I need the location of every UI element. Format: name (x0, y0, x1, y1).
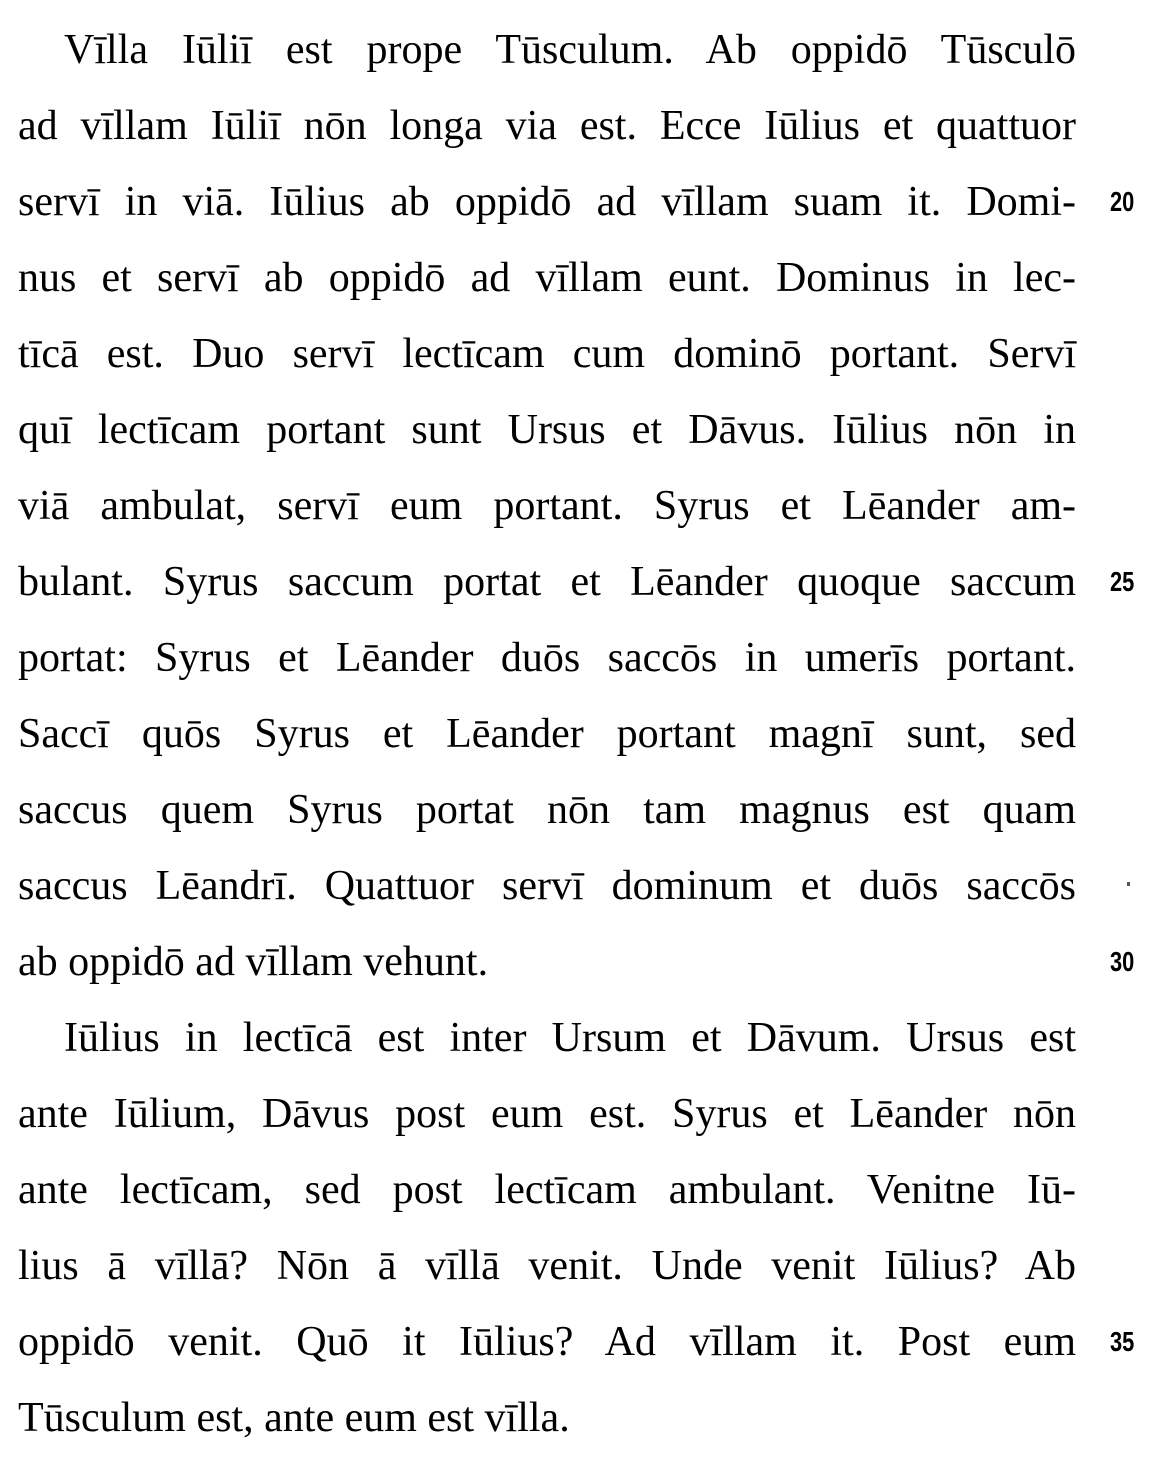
line-number: 20 (1110, 186, 1135, 217)
text-line: ad vīllam Iūliī nōn longa via est. Ecce Iūlius et quattuor (18, 103, 1076, 149)
text-line: viā ambulat, servī eum portant. Syrus et Lēander am- (18, 483, 1076, 529)
text-line: Vīlla Iūliī est prope Tūsculum. Ab oppidō Tūsculō (64, 27, 1076, 73)
margin-speck (1127, 882, 1130, 886)
text-line: saccus Lēandrī. Quattuor servī dominum et duōs saccōs (18, 863, 1076, 909)
text-line: saccus quem Syrus portat nōn tam magnus est quam (18, 787, 1076, 833)
text-line: bulant. Syrus saccum portat et Lēander quoque saccum (18, 559, 1076, 605)
line-number: 35 (1110, 1326, 1135, 1357)
line-number: 25 (1110, 566, 1135, 597)
text-line: Tūsculum est, ante eum est vīlla. (18, 1395, 570, 1441)
text-line: lius ā vīllā? Nōn ā vīllā venit. Unde venit Iūlius? Ab (18, 1243, 1076, 1289)
text-line: ab oppidō ad vīllam vehunt. (18, 939, 489, 985)
text-line: ante Iūlium, Dāvus post eum est. Syrus et Lēander nōn (18, 1091, 1076, 1137)
text-line: ante lectīcam, sed post lectīcam ambulant. Venitne Iū- (18, 1167, 1076, 1213)
text-line: quī lectīcam portant sunt Ursus et Dāvus. Iūlius nōn in (18, 407, 1076, 453)
text-line: Iūlius in lectīcā est inter Ursum et Dāvum. Ursus est (64, 1015, 1076, 1061)
text-line: portat: Syrus et Lēander duōs saccōs in umerīs portant. (18, 635, 1076, 681)
text-line: servī in viā. Iūlius ab oppidō ad vīllam suam it. Domi- (18, 179, 1076, 225)
text-line: Saccī quōs Syrus et Lēander portant magnī sunt, sed (18, 711, 1076, 757)
line-number: 30 (1110, 946, 1135, 977)
text-line: nus et servī ab oppidō ad vīllam eunt. Dominus in lec- (18, 255, 1076, 301)
text-line: oppidō venit. Quō it Iūlius? Ad vīllam it. Post eum (18, 1319, 1076, 1365)
text-line: tīcā est. Duo servī lectīcam cum dominō portant. Servī (18, 331, 1076, 377)
